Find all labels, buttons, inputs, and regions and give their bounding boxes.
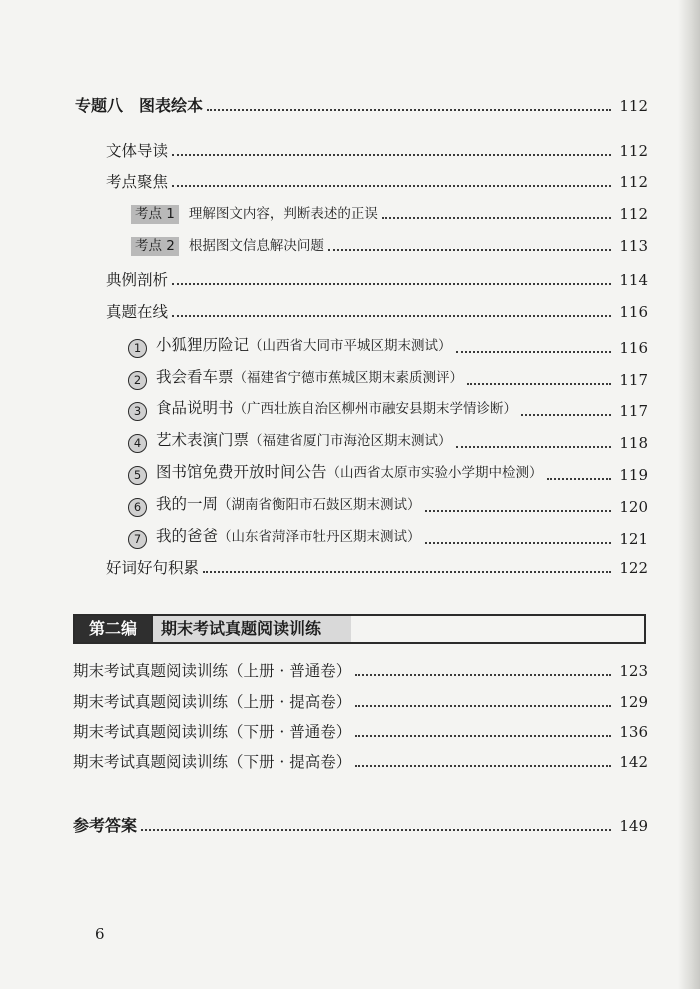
- part2-title: 期末考试真题阅读训练: [153, 616, 351, 642]
- dot-leader: [425, 542, 612, 544]
- dot-leader: [456, 446, 612, 448]
- page-ref: 116: [619, 303, 648, 321]
- dot-leader: [141, 829, 611, 831]
- passage-title: 我会看车票: [156, 368, 234, 386]
- toc-entry-passage[interactable]: [128, 526, 648, 549]
- toc-entry[interactable]: [106, 558, 648, 578]
- toc-entry-section8[interactable]: [75, 96, 648, 116]
- page-ref: 118: [619, 434, 648, 452]
- number-circle: 1: [128, 339, 147, 358]
- passage-title: 小狐狸历险记: [156, 336, 250, 354]
- toc-entry[interactable]: [106, 141, 648, 161]
- passage-source: （广西壮族自治区柳州市融安县期末学情诊断）: [233, 401, 518, 417]
- passage-title: 我的爸爸: [156, 527, 219, 545]
- passage-source: （福建省厦门市海沧区期末测试）: [249, 433, 452, 449]
- page-ref: 117: [619, 402, 648, 420]
- section-title: 专题八 图表绘本: [75, 96, 204, 115]
- number-circle: 4: [128, 434, 147, 453]
- number-circle: 2: [128, 371, 147, 390]
- point-tag: 考点 2: [131, 237, 179, 256]
- toc-entry[interactable]: [106, 302, 648, 322]
- page-ref: 149: [619, 817, 648, 835]
- toc-entry[interactable]: [106, 270, 648, 290]
- dot-leader: [172, 283, 611, 285]
- dot-leader: [203, 571, 611, 573]
- page-ref: 116: [619, 339, 648, 357]
- entry-label: 期末考试真题阅读训练（下册 · 提高卷）: [73, 753, 352, 771]
- dot-leader: [467, 383, 611, 385]
- passage-source: （山西省大同市平城区期末测试）: [249, 338, 452, 354]
- dot-leader: [382, 217, 611, 219]
- page-ref: 136: [619, 723, 648, 741]
- page-ref: 112: [619, 97, 648, 115]
- toc-entry-exam[interactable]: [73, 752, 648, 772]
- toc-entry-point[interactable]: [131, 204, 648, 224]
- toc-entry-exam[interactable]: [73, 692, 648, 712]
- number-circle: 6: [128, 498, 147, 517]
- number-circle: 7: [128, 530, 147, 549]
- passage-source: （湖南省衡阳市石鼓区期末测试）: [218, 497, 421, 513]
- page-ref: 112: [619, 173, 648, 191]
- entry-label: 期末考试真题阅读训练（上册 · 提高卷）: [73, 693, 352, 711]
- toc-entry-passage[interactable]: [128, 335, 648, 358]
- dot-leader: [355, 674, 611, 676]
- answers-label: 参考答案: [73, 816, 138, 835]
- dot-leader: [355, 765, 611, 767]
- entry-label: 根据图文信息解决问题: [188, 238, 324, 254]
- entry-label: 期末考试真题阅读训练（下册 · 普通卷）: [73, 723, 352, 741]
- entry-label: 典例剖析: [106, 271, 169, 289]
- page-ref: 120: [619, 498, 648, 516]
- toc-entry-passage[interactable]: [128, 494, 648, 517]
- passage-source: （山西省太原市实验小学期中检测）: [326, 465, 543, 481]
- page-ref: 142: [619, 753, 648, 771]
- page-number: 6: [95, 925, 105, 943]
- toc-entry-point[interactable]: [131, 236, 648, 256]
- toc-entry-answers[interactable]: [73, 816, 648, 836]
- dot-leader: [328, 249, 611, 251]
- dot-leader: [521, 414, 611, 416]
- part2-banner: [73, 614, 646, 644]
- dot-leader: [547, 478, 612, 480]
- number-circle: 5: [128, 466, 147, 485]
- page-ref: 112: [619, 142, 648, 160]
- dot-leader: [355, 705, 611, 707]
- part2-badge: 第二编: [75, 616, 153, 642]
- toc-entry-exam[interactable]: [73, 722, 648, 742]
- passage-title: 图书馆免费开放时间公告: [156, 463, 327, 481]
- passage-source: （山东省菏泽市牡丹区期末测试）: [218, 529, 421, 545]
- page-ref: 119: [619, 466, 648, 484]
- page-ref: 112: [619, 205, 648, 223]
- dot-leader: [355, 735, 611, 737]
- toc-entry-passage[interactable]: [128, 430, 648, 453]
- entry-label: 文体导读: [106, 142, 169, 160]
- page-ref: 113: [619, 237, 648, 255]
- page-ref: 114: [619, 271, 648, 289]
- page-ref: 123: [619, 662, 648, 680]
- page-ref: 117: [619, 371, 648, 389]
- dot-leader: [207, 109, 611, 111]
- page-ref: 121: [619, 530, 648, 548]
- entry-label: 真题在线: [106, 303, 169, 321]
- toc-entry-exam[interactable]: [73, 661, 648, 681]
- dot-leader: [172, 315, 611, 317]
- entry-label: 考点聚焦: [106, 173, 169, 191]
- entry-label: 期末考试真题阅读训练（上册 · 普通卷）: [73, 662, 352, 680]
- dot-leader: [425, 510, 612, 512]
- dot-leader: [172, 154, 611, 156]
- dot-leader: [172, 185, 611, 187]
- toc-entry-passage[interactable]: [128, 398, 648, 421]
- dot-leader: [456, 351, 612, 353]
- entry-label: 好词好句积累: [106, 559, 200, 577]
- toc-entry-passage[interactable]: [128, 462, 648, 485]
- point-tag: 考点 1: [131, 205, 179, 224]
- page-ref: 122: [619, 559, 648, 577]
- number-circle: 3: [128, 402, 147, 421]
- toc-entry[interactable]: [106, 172, 648, 192]
- passage-title: 艺术表演门票: [156, 431, 250, 449]
- passage-source: （福建省宁德市蕉城区期末素质测评）: [233, 370, 464, 386]
- toc-entry-passage[interactable]: [128, 367, 648, 390]
- page-ref: 129: [619, 693, 648, 711]
- entry-label: 理解图文内容，判断表述的正误: [188, 206, 378, 222]
- page-edge-shadow: [678, 0, 700, 989]
- passage-title: 我的一周: [156, 495, 219, 513]
- passage-title: 食品说明书: [156, 399, 234, 417]
